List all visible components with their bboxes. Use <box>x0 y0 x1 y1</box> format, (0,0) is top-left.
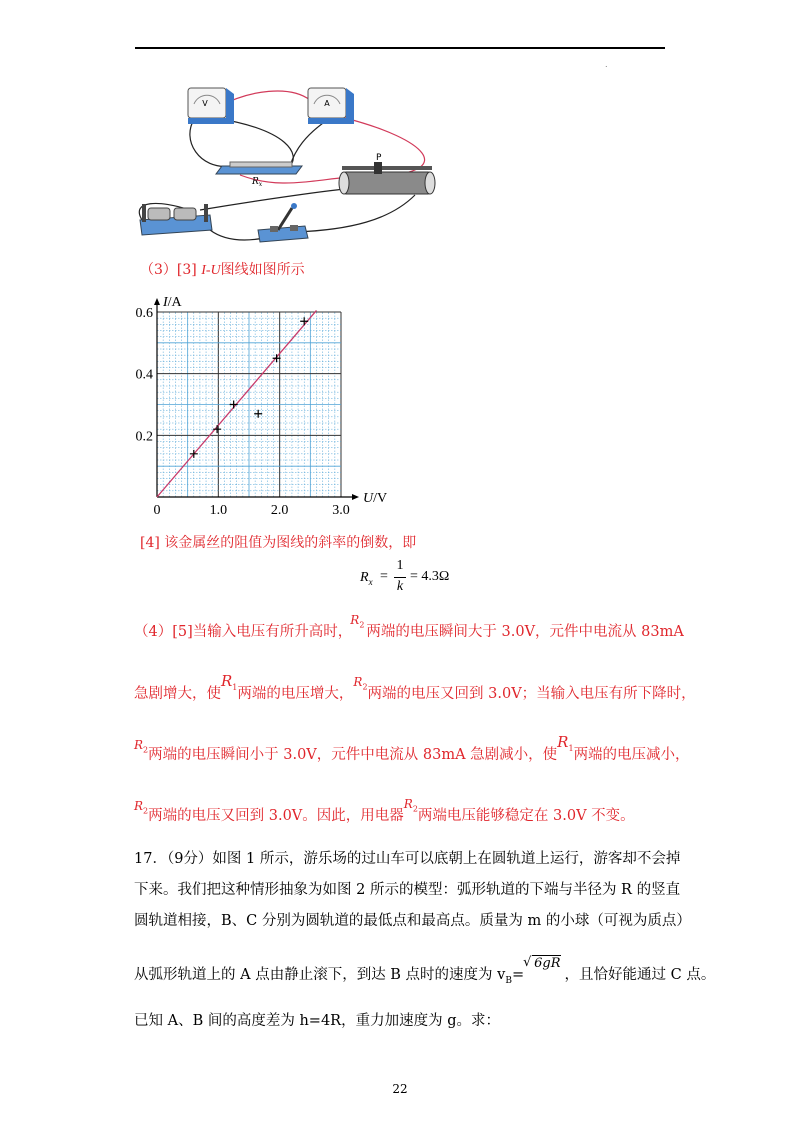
symbol-r1: $R_1$ <box>557 733 574 753</box>
ammeter-label: A <box>324 99 330 108</box>
y-axis-label: I/A <box>163 295 182 310</box>
voltmeter <box>188 88 234 124</box>
x-axis-label: U/V <box>363 491 388 506</box>
x-axis-arrow <box>352 494 359 500</box>
header-rule <box>135 47 665 49</box>
iu-chart <box>125 292 395 522</box>
y-tick-label: 0.4 <box>135 367 153 383</box>
q17-line4: 从弧形轨道上的 A 点由静止滚下，到达 B 点时的速度为 $v_B=$ √ 6gR，且恰好能通过 C 点。 <box>134 955 716 986</box>
rx-resistor <box>216 162 302 188</box>
y-axis-arrow <box>154 298 160 305</box>
y-tick-label: 0.6 <box>135 306 153 321</box>
para4-line1: （4）[5]当输入电压有所升高时，$R_2$ 两端的电压瞬间大于 3.0V，元件中电流从 83mA <box>134 622 684 647</box>
data-point <box>300 317 308 325</box>
wire-ammeter-rx <box>290 118 330 166</box>
formula-lhs: $R_x$ <box>360 570 373 587</box>
wire-battery-rheostat <box>200 188 355 210</box>
data-point <box>213 425 221 433</box>
formula-eq: = <box>380 569 388 584</box>
symbol-r2: $R_2$ <box>350 613 365 630</box>
header-tick: . <box>605 60 608 69</box>
part4-label: [4] 该金属丝的阻值为图线的斜率的倒数，即 <box>140 535 417 551</box>
wire-voltmeter-rx-right <box>215 118 293 166</box>
para4-line4: $R_2$两端的电压又回到 3.0V。因此，用电器$R_2$两端电压能够稳定在 3.0V 不变。 <box>134 806 635 831</box>
q17-line5: 已知 A、B 间的高度差为 h=4R，重力加速度为 g。求： <box>134 1013 500 1029</box>
resistance-formula <box>360 560 480 596</box>
q17-line3: 圆轨道相接，B、C 分别为圆轨道的最低点和最高点。质量为 m 的小球（可视为质点） <box>134 913 691 929</box>
symbol-r2: $R_2$ <box>403 797 418 814</box>
x-tick-label: 2.0 <box>270 503 289 518</box>
slider-label: P <box>376 153 382 163</box>
formula-rhs: = 4.3Ω <box>410 569 450 584</box>
rx-label: $R_x$ <box>252 177 263 188</box>
x-tick-label: 3.0 <box>332 503 350 518</box>
formula-den: k <box>396 579 404 594</box>
symbol-r2: $R_2$ <box>134 799 149 816</box>
para4-line3: $R_2$两端的电压瞬间小于 3.0V，元件中电流从 83mA 急剧减小，使$R_1$两端的电压减小， <box>134 733 690 763</box>
chart-grid <box>154 298 359 500</box>
data-point <box>230 401 238 409</box>
para4-line2: 急剧增大，使$R_1$两端的电压增大，$R_2$两端的电压又回到 3.0V；当输入电压有所下降时， <box>134 672 696 702</box>
voltmeter-label: V <box>202 99 208 108</box>
x-tick-label: 1.0 <box>209 503 228 518</box>
origin-label: 0 <box>153 503 161 518</box>
battery-holder <box>140 204 212 235</box>
symbol-r1: $R_1$ <box>221 672 238 692</box>
data-point <box>254 410 262 418</box>
wire-switch-rheostat <box>295 195 415 232</box>
circuit-diagram <box>130 80 450 250</box>
page-number: 22 <box>392 1082 408 1096</box>
fraction-bar <box>394 577 406 578</box>
symbol-r2: $R_2$ <box>353 675 368 692</box>
switch <box>258 203 308 242</box>
q17-line2: 下来。我们把这种情形抽象为如图 2 所示的模型：弧形轨道的下端与半径为 R 的竖直 <box>134 882 681 898</box>
y-tick-label: 0.2 <box>135 429 153 445</box>
part3-heading: （3）[3] I-U图线如图所示 <box>140 262 305 278</box>
symbol-r2: $R_2$ <box>134 738 149 755</box>
formula-num: 1 <box>396 558 404 573</box>
radical-6gR: √ 6gR <box>523 955 561 971</box>
rheostat <box>339 153 435 194</box>
q17-line1: 17．（9分）如图 1 所示，游乐场的过山车可以底朝上在圆轨道上运行，游客却不会掉 <box>134 851 681 867</box>
wire-voltmeter-rx-left <box>190 118 230 166</box>
ammeter <box>308 88 354 124</box>
